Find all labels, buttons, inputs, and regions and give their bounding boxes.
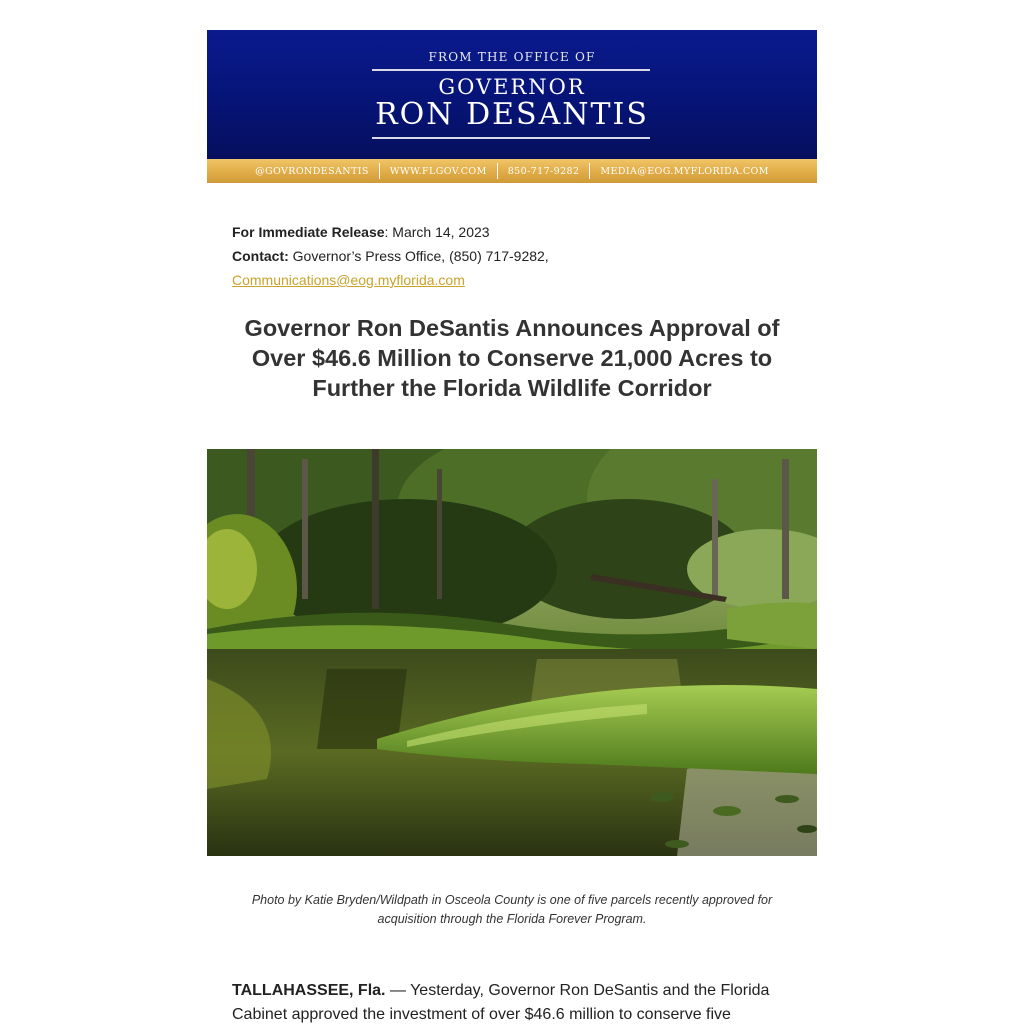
banner-title: GOVERNOR [438, 75, 586, 99]
contact-label: Contact: [232, 248, 289, 264]
banner-governor-name: RON DESANTIS [375, 97, 649, 132]
banner-from-text: FROM THE OFFICE OF [428, 50, 596, 64]
banner-website: WWW.FLGOV.COM [389, 165, 487, 177]
communications-email-link[interactable]: Communications@eog.myflorida.com [232, 272, 465, 288]
caption-line: Photo by Katie Bryden/Wildpath in Osceola County is one of five parcels recently approved for [251, 893, 773, 907]
governor-banner [207, 30, 817, 183]
release-date-line [232, 220, 792, 244]
banner-rule-top [372, 69, 650, 71]
river-landscape-photo [207, 449, 817, 856]
banner-phone: 850-717-9282 [507, 165, 580, 177]
body-line [232, 979, 792, 1003]
headline-line: Governor Ron DeSantis Announces Approval of [244, 315, 780, 341]
banner-rule-bottom [372, 137, 650, 139]
banner-email: MEDIA@EOG.MYFLORIDA.COM [600, 165, 769, 177]
headline-line: Over $46.6 Million to Conserve 21,000 Acres to [251, 345, 773, 371]
contact-email-line [232, 268, 792, 292]
release-info [232, 220, 792, 292]
contact-line [232, 244, 792, 268]
body-paragraph [232, 979, 792, 1024]
banner-contact-bar [207, 159, 817, 183]
banner-twitter-handle: @GOVRONDESANTIS [255, 165, 369, 177]
body-line-text: — Yesterday, Governor Ron DeSantis and the Florida [385, 982, 770, 999]
caption-line: acquisition through the Florida Forever Program. [377, 912, 647, 926]
photo-caption [222, 891, 802, 929]
body-line: Cabinet approved the investment of over $46.6 million to conserve five [232, 1006, 731, 1023]
headline-line: Further the Florida Wildlife Corridor [312, 375, 712, 401]
headline [222, 313, 802, 403]
release-label: For Immediate Release [232, 224, 385, 240]
dateline: TALLAHASSEE, Fla. [232, 982, 386, 999]
contact-value: Governor’s Press Office, (850) 717-9282, [288, 248, 549, 264]
release-date: : March 14, 2023 [384, 224, 490, 240]
